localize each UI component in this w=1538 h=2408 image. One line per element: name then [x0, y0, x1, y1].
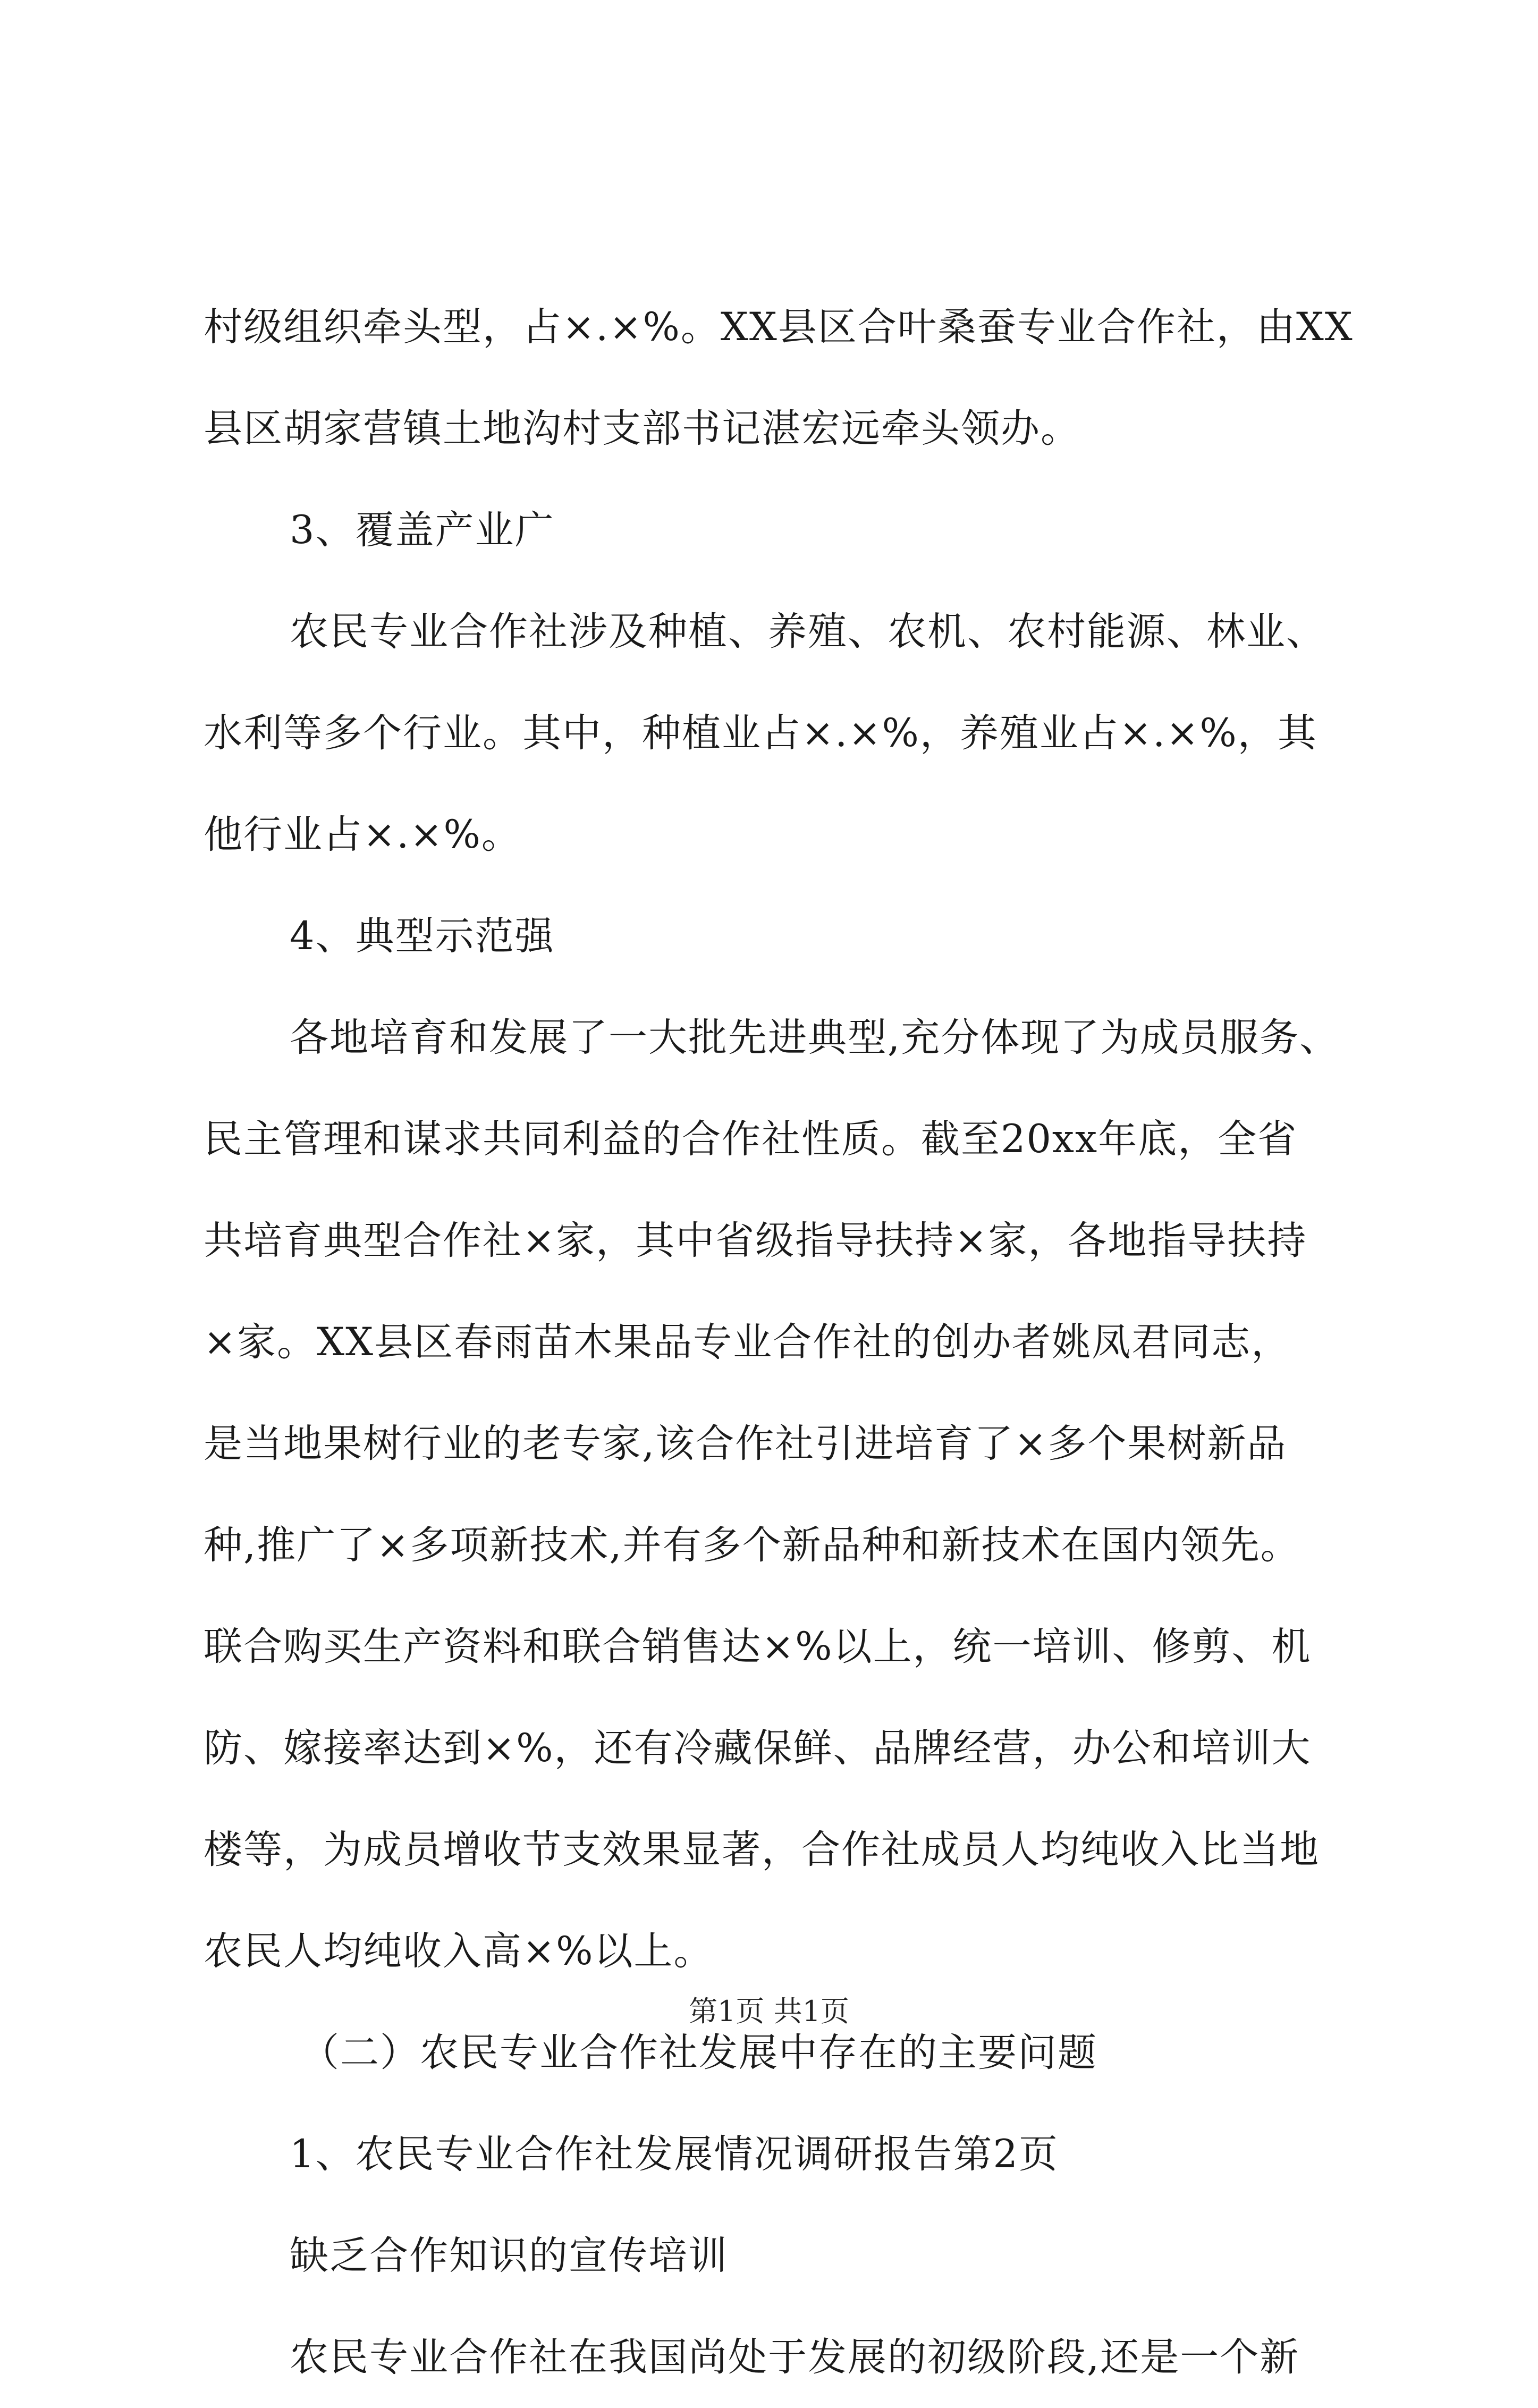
body-line: 各地培育和发展了一大批先进典型,充分体现了为成员服务、 — [290, 1015, 1340, 1060]
body-line: 联合购买生产资料和联合销售达×%以上，统一培训、修剪、机 — [204, 1624, 1312, 1669]
section-heading: 3、覆盖产业广 — [290, 508, 555, 553]
page-footer: 第1页 共1页 — [689, 1995, 849, 2028]
body-line: 村级组织牵头型，占×.×%。XX县区合叶桑蚕专业合作社，由XX — [204, 305, 1354, 350]
body-line: 防、嫁接率达到×%，还有冷藏保鲜、品牌经营，办公和培训大 — [204, 1726, 1312, 1771]
body-line: 农民专业合作社在我国尚处于发展的初级阶段,还是一个新 — [290, 2335, 1300, 2380]
document-body — [204, 276, 1354, 2408]
section-heading: 1、农民专业合作社发展情况调研报告第2页 — [290, 2132, 1059, 2177]
section-heading: 4、典型示范强 — [290, 914, 555, 959]
body-line: 水利等多个行业。其中，种植业占×.×%，养殖业占×.×%，其 — [204, 711, 1317, 756]
body-line: 民主管理和谋求共同利益的合作社性质。截至20xx年底，全省 — [204, 1117, 1298, 1162]
body-line: 农民专业合作社涉及种植、养殖、农机、农村能源、林业、 — [290, 609, 1326, 654]
body-line: 共培育典型合作社×家，其中省级指导扶持×家，各地指导扶持 — [204, 1218, 1307, 1263]
body-line: 农民人均纯收入高×%以上。 — [204, 1929, 714, 1974]
body-line: 县区胡家营镇土地沟村支部书记湛宏远牵头领办。 — [204, 406, 1080, 451]
body-line: 是当地果树行业的老专家,该合作社引进培育了×多个果树新品 — [204, 1421, 1287, 1466]
body-line: ×家。XX县区春雨苗木果品专业合作社的创办者姚凤君同志， — [204, 1320, 1291, 1365]
section-heading: （二）农民专业合作社发展中存在的主要问题 — [300, 2030, 1097, 2075]
section-heading: 缺乏合作知识的宣传培训 — [290, 2233, 728, 2278]
body-line: 他行业占×.×%。 — [204, 812, 521, 857]
body-line: 楼等，为成员增收节支效果显著，合作社成员人均纯收入比当地 — [204, 1827, 1320, 1872]
body-line: 种,推广了×多项新技术,并有多个新品种和新技术在国内领先。 — [204, 1523, 1300, 1568]
